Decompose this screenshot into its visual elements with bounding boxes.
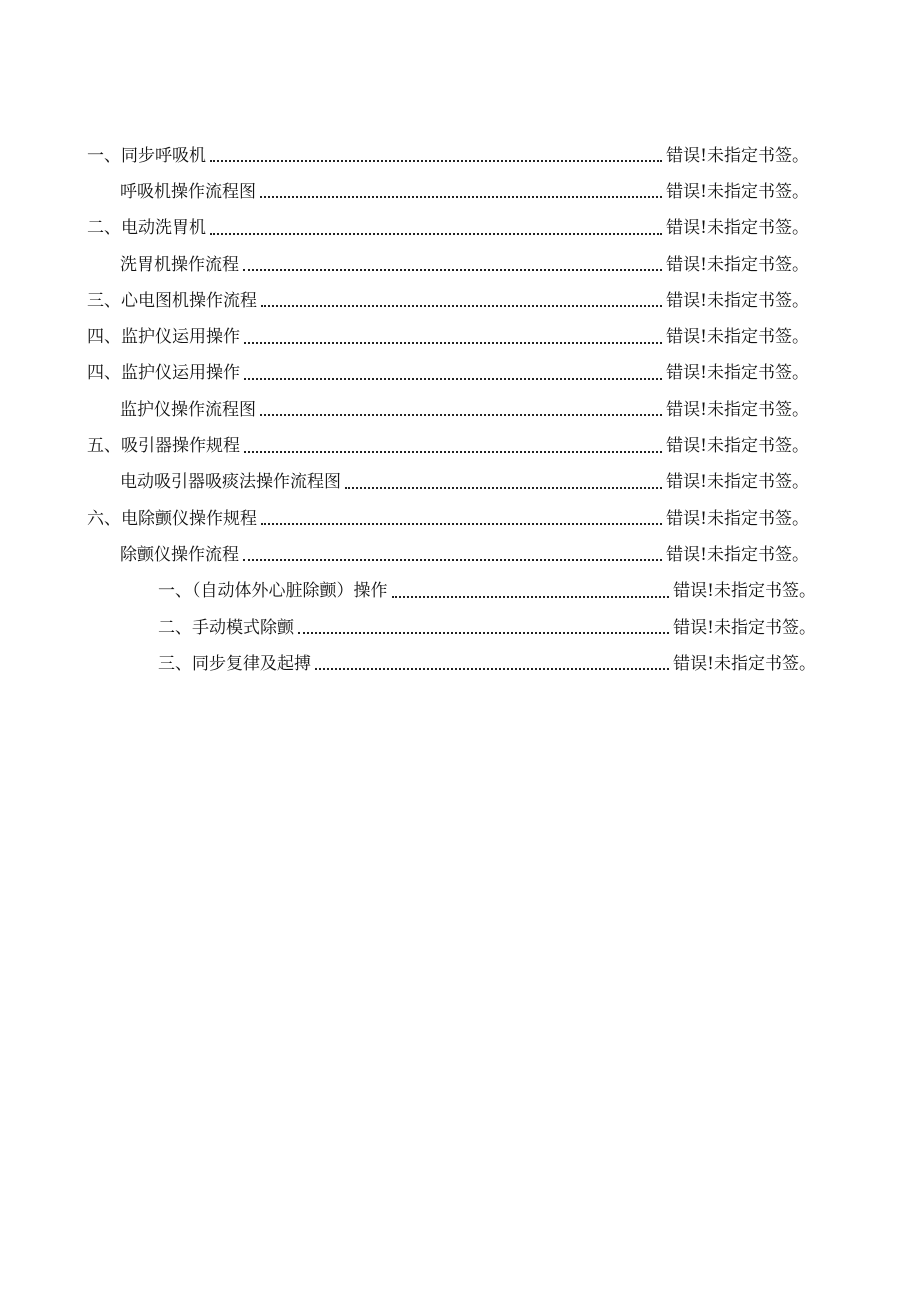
toc-entry-page: 错误!未指定书签。 [666, 399, 809, 420]
table-of-contents [0, 138, 920, 682]
toc-dot-leader [210, 147, 662, 165]
toc-entry-page: 错误!未指定书签。 [666, 508, 809, 529]
toc-entry[interactable] [0, 646, 816, 682]
toc-entry-title: 一、同步呼吸机 [87, 145, 206, 166]
toc-entry-page: 错误!未指定书签。 [666, 436, 809, 457]
toc-entry-page: 错误!未指定书签。 [666, 363, 809, 384]
toc-dot-leader [243, 256, 662, 274]
toc-entry[interactable] [0, 610, 816, 646]
toc-dot-leader [261, 510, 662, 528]
toc-entry-title: 洗胃机操作流程 [120, 254, 239, 275]
toc-entry-page: 错误!未指定书签。 [666, 544, 809, 565]
toc-entry[interactable] [0, 574, 816, 610]
toc-entry[interactable] [0, 537, 809, 573]
toc-entry-page: 错误!未指定书签。 [666, 290, 809, 311]
toc-dot-leader [315, 655, 669, 673]
toc-entry[interactable] [0, 428, 809, 464]
toc-entry[interactable] [0, 356, 809, 392]
toc-entry-title: 五、吸引器操作规程 [87, 436, 240, 457]
toc-entry[interactable] [0, 174, 809, 210]
toc-entry-title: 四、监护仪运用操作 [87, 363, 240, 384]
toc-entry[interactable] [0, 501, 809, 537]
toc-entry[interactable] [0, 138, 809, 174]
toc-dot-leader [244, 329, 662, 347]
toc-entry-page: 错误!未指定书签。 [666, 145, 809, 166]
toc-entry-title: 监护仪操作流程图 [120, 399, 256, 420]
toc-entry[interactable] [0, 247, 809, 283]
toc-entry-page: 错误!未指定书签。 [666, 472, 809, 493]
toc-entry-title: 电动吸引器吸痰法操作流程图 [120, 472, 341, 493]
toc-dot-leader [345, 474, 662, 492]
toc-entry-title: 四、监护仪运用操作 [87, 327, 240, 348]
toc-dot-leader [244, 365, 662, 383]
toc-entry-page: 错误!未指定书签。 [666, 327, 809, 348]
toc-dot-leader [260, 183, 662, 201]
toc-dot-leader [298, 619, 669, 637]
toc-entry[interactable] [0, 392, 809, 428]
toc-entry-page: 错误!未指定书签。 [673, 653, 816, 674]
toc-entry-title: 三、同步复律及起搏 [158, 653, 311, 674]
toc-dot-leader [243, 546, 662, 564]
toc-dot-leader [392, 583, 670, 601]
toc-dot-leader [260, 401, 662, 419]
toc-entry-page: 错误!未指定书签。 [673, 617, 816, 638]
toc-entry[interactable] [0, 211, 809, 247]
toc-entry-title: 二、电动洗胃机 [87, 218, 206, 239]
toc-entry-title: 六、电除颤仪操作规程 [87, 508, 257, 529]
toc-entry-title: 呼吸机操作流程图 [120, 181, 256, 202]
toc-entry-title: 一、（自动体外心脏除颤）操作 [158, 581, 388, 602]
toc-entry-title: 二、手动模式除颤 [158, 617, 294, 638]
toc-entry-page: 错误!未指定书签。 [666, 254, 809, 275]
toc-entry-title: 除颤仪操作流程 [120, 544, 239, 565]
toc-entry[interactable] [0, 319, 809, 355]
toc-entry-title: 三、心电图机操作流程 [87, 290, 257, 311]
toc-entry-page: 错误!未指定书签。 [666, 218, 809, 239]
toc-dot-leader [210, 220, 662, 238]
toc-dot-leader [244, 438, 662, 456]
toc-entry-page: 错误!未指定书签。 [666, 181, 809, 202]
toc-entry[interactable] [0, 283, 809, 319]
toc-dot-leader [261, 292, 662, 310]
toc-entry[interactable] [0, 465, 809, 501]
toc-entry-page: 错误!未指定书签。 [673, 581, 816, 602]
